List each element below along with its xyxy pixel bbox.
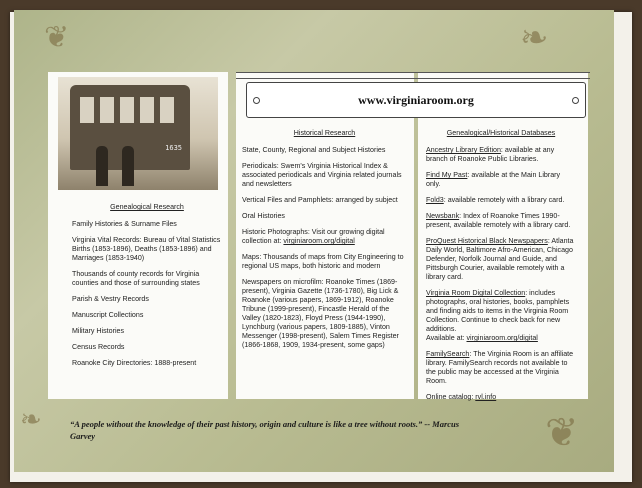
floral-ornament-icon: ❦ [44, 20, 70, 55]
floral-ornament-icon: ❦ [545, 410, 579, 456]
list-item [242, 228, 407, 246]
list-item: Roanoke City Directories: 1888-present [72, 359, 197, 367]
list-item: Family Histories & Surname Files [72, 220, 177, 228]
database-entry: Fold3: available remotely with a library card. [426, 196, 565, 204]
database-entry: Find My Past: available at the Main Library only. [426, 171, 561, 188]
historical-research-column [242, 129, 407, 357]
database-link[interactable]: Newsbank [426, 212, 460, 220]
databases-heading: Genealogical/Historical Databases [446, 129, 556, 137]
list-item: Oral Histories [242, 212, 285, 220]
list-item: Census Records [72, 343, 125, 351]
database-link[interactable]: Ancestry Library Edition [426, 146, 501, 154]
database-link[interactable]: Virginia Room Digital Collection [426, 289, 526, 297]
list-item: Virginia Vital Records: Bureau of Vital Statistics Births (1853-1896), Deaths (1853-1896) and Marriages (1853-1940) [72, 236, 221, 262]
list-item: State, County, Regional and Subject Histories [242, 146, 386, 154]
catalog-line: Online catalog: rvl.info [426, 393, 497, 401]
floral-ornament-icon: ❧ [20, 405, 42, 435]
database-entry: FamilySearch: The Virginia Room is an affiliate library. FamilySearch records not available to the public may be accessed at the Virginia Room. [426, 350, 574, 385]
website-banner [246, 82, 586, 118]
list-item: Military Histories [72, 327, 125, 335]
database-entry: ProQuest Historical Black Newspapers: Atlanta Daily World, Baltimore Afro-American, Chicago Defender, Norfolk Journal and Guide, and Pittsburgh Courier, available remotely with a library card. [426, 237, 574, 281]
genealogical-research-heading: Genealogical Research [110, 203, 184, 211]
garvey-quote: “A people without the knowledge of their past history, origin and culture is like a tree without roots.” -- Marcus Garvey [70, 419, 460, 441]
database-link[interactable]: FamilySearch [426, 350, 470, 358]
database-link[interactable]: Fold3 [426, 196, 444, 204]
database-entry: Virginia Room Digital Collection: includes photographs, oral histories, books, pamphlets and finding aids to items in the Virginia Room Collection. Continue to check back for new additions. Available at: virginiaroom.org/digital [426, 289, 570, 342]
streetcar-number: 1635 [165, 144, 182, 152]
website-url[interactable]: www.virginiaroom.org [358, 93, 474, 107]
database-entry: Newsbank: Index of Roanoke Times 1990-present, available remotely with a library card. [426, 212, 571, 229]
database-link[interactable]: Find My Past [426, 171, 468, 179]
database-link[interactable]: ProQuest Historical Black Newspapers [426, 237, 548, 245]
list-item: Vertical Files and Pamphlets: arranged by subject [242, 196, 398, 204]
list-item: Periodicals: Swem's Virginia Historical Index & associated periodicals and Virginia related journals and newsletters [242, 162, 402, 188]
genealogical-research-column [72, 203, 222, 375]
list-item: Newspapers on microfilm: Roanoke Times (1869-present), Virginia Gazette (1736-1780), Big Lick & Roanoke (various papers, 1869-1912), Roanoke Tribune (1999-present), Fincastle Herald of the Valley (1820-1823), Floyd Press (1944-1990), Lynchburg (various papers, 1809-1885), Vinton Messenger (1998-present), Salem Times Register (1866-1868, 1909, 1934-present, some gaps) [242, 278, 399, 349]
digital-collection-link[interactable]: virginiaroom.org/digital [466, 334, 538, 342]
catalog-link[interactable]: rvl.info [475, 393, 497, 401]
list-item: Thousands of county records for Virginia counties and those of surrounding states [72, 270, 200, 287]
list-item: Parish & Vestry Records [72, 295, 149, 303]
historic-photographs-text: Historic Photographs: Visit our growing digital collection at: [242, 228, 385, 245]
list-item: Manuscript Collections [72, 311, 144, 319]
list-item: Maps: Thousands of maps from City Engineering to regional US maps, both historic and modern [242, 253, 404, 270]
historic-streetcar-photo [58, 77, 218, 190]
historical-research-heading: Historical Research [293, 129, 356, 137]
database-entry: Ancestry Library Edition: available at any branch of Roanoke Public Libraries. [426, 146, 555, 163]
databases-column [426, 129, 576, 409]
double-rule [236, 72, 590, 79]
digital-collection-link[interactable]: virginiaroom.org/digital [283, 237, 355, 245]
floral-ornament-icon: ❧ [520, 18, 549, 58]
